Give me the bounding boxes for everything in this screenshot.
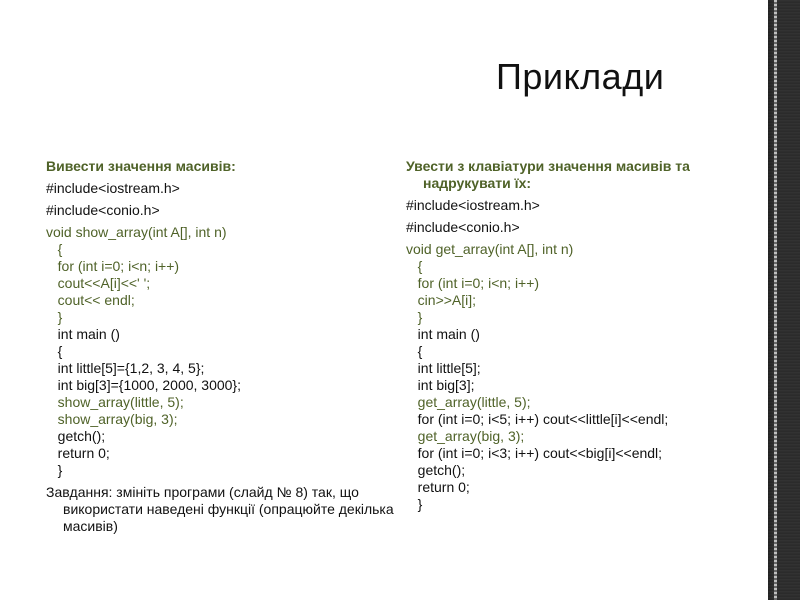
code-line: return 0; — [406, 479, 470, 495]
code-line: show_array(little, 5); — [46, 394, 184, 410]
code-line: } — [406, 496, 423, 512]
code-line: } — [46, 309, 63, 325]
left-heading: Вивести значення масивів: — [46, 158, 236, 174]
code-line: show_array(big, 3); — [46, 411, 178, 427]
right-column — [406, 158, 756, 513]
code-line: } — [46, 462, 63, 478]
slide-title: Приклади — [496, 56, 665, 97]
code-line: void get_array(int A[], int n) — [406, 241, 574, 257]
code-line: return 0; — [46, 445, 110, 461]
code-line: getch(); — [406, 462, 466, 478]
left-include-iostream: #include<iostream.h> — [46, 180, 180, 196]
left-column — [46, 158, 398, 535]
right-heading: Увести з клавіатури значення масивів та надрукувати їх: — [406, 158, 690, 191]
code-line: get_array(big, 3); — [406, 428, 525, 444]
task-text: Завдання: змініть програми (слайд № 8) так, що використати наведені функції (опрацюйте декілька масивів) — [46, 484, 394, 534]
code-line: cout<< endl; — [46, 292, 135, 308]
code-line: for (int i=0; i<5; i++) cout<<little[i]<<endl; — [406, 411, 669, 427]
code-line: for (int i=0; i<n; i++) — [406, 275, 540, 291]
code-line: getch(); — [46, 428, 106, 444]
code-line: for (int i=0; i<3; i++) cout<<big[i]<<endl; — [406, 445, 663, 461]
code-line: int little[5]={1,2, 3, 4, 5}; — [46, 360, 205, 376]
code-line: { — [46, 241, 63, 257]
right-code-block — [406, 241, 756, 513]
right-include-conio: #include<conio.h> — [406, 219, 520, 235]
right-include-iostream: #include<iostream.h> — [406, 197, 540, 213]
decorative-side-band — [768, 0, 800, 600]
code-line: { — [406, 258, 423, 274]
left-code-block — [46, 224, 398, 479]
code-line: { — [46, 343, 63, 359]
code-line: int main () — [406, 326, 480, 342]
left-include-conio: #include<conio.h> — [46, 202, 160, 218]
code-line: cin>>A[i]; — [406, 292, 477, 308]
code-line: get_array(little, 5); — [406, 394, 531, 410]
code-line: cout<<A[i]<<' '; — [46, 275, 151, 291]
code-line: for (int i=0; i<n; i++) — [46, 258, 180, 274]
code-line: void show_array(int A[], int n) — [46, 224, 227, 240]
code-line: int little[5]; — [406, 360, 481, 376]
code-line: int big[3]; — [406, 377, 475, 393]
code-line: int main () — [46, 326, 120, 342]
code-line: } — [406, 309, 423, 325]
code-line: int big[3]={1000, 2000, 3000}; — [46, 377, 242, 393]
code-line: { — [406, 343, 423, 359]
